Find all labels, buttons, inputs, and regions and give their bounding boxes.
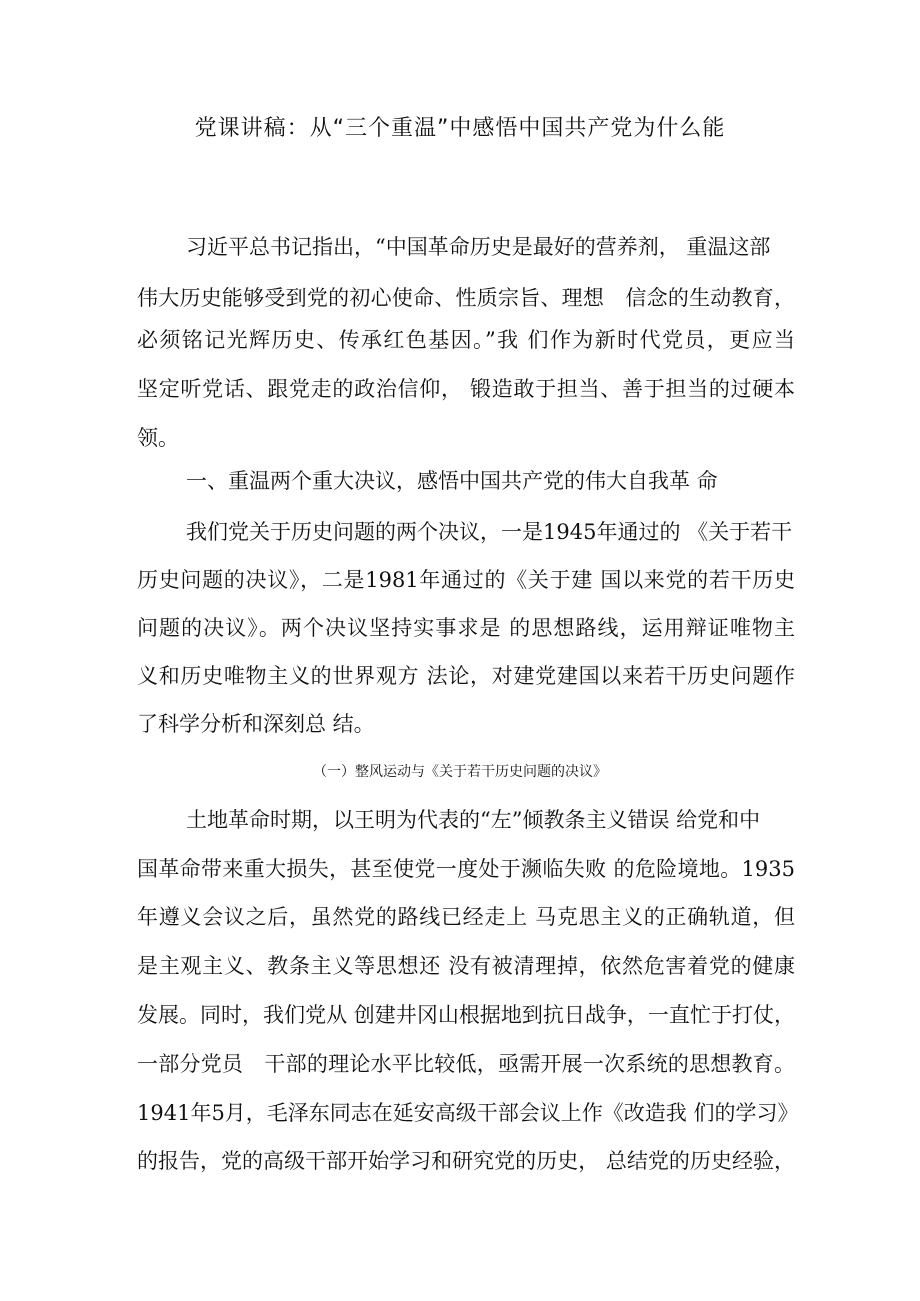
- paragraph-line: 国革命带来重大损失，甚至使党一度处于濒临失败 的危险境地。1935: [137, 857, 795, 881]
- paragraph-line: 是主观主义、教条主义等思想还 没有被清理掉，依然危害着党的健康: [137, 954, 795, 978]
- paragraph-line: 坚定听党话、跟党走的政治信仰， 锻造敢于担当、善于担当的过硬本: [137, 377, 795, 401]
- paragraph-line: 1941年5月，毛泽东同志在延安高级干部会议上作《改造我 们的学习》: [137, 1101, 799, 1125]
- paragraph-line: 问题的决议》。两个决议坚持实事求是 的思想路线，运用辩证唯物主: [137, 616, 795, 640]
- paragraph-line: 了科学分析和深刻总 结。: [137, 712, 375, 736]
- section-heading: 一、重温两个重大决议，感悟中国共产党的伟大自我革 命: [186, 469, 718, 493]
- paragraph-line: 伟大历史能够受到党的初心使命、性质宗旨、理想 信念的生动教育，: [137, 286, 795, 310]
- paragraph-line: 义和历史唯物主义的世界观方 法论，对建党建国以来若干历史问题作: [137, 664, 795, 688]
- paragraph-line: 历史问题的决议》，二是1981年通过的《关于建 国以来党的若干历史: [137, 568, 795, 592]
- paragraph-line: 必须铭记光辉历史、传承红色基因。”我 们作为新时代党员，更应当: [137, 328, 795, 352]
- paragraph-line: 一部分党员 干部的理论水平比较低，亟需开展一次系统的思想教育。: [137, 1052, 795, 1076]
- paragraph-line: 年遵义会议之后，虽然党的路线已经走上 马克思主义的正确轨道，但: [137, 905, 795, 929]
- paragraph-line: 土地革命时期，以王明为代表的“左”倾教条主义错误 给党和中: [186, 808, 761, 832]
- paragraph-line: 发展。同时，我们党从 创建井冈山根据地到抗日战争，一直忙于打仗，: [137, 1003, 795, 1027]
- paragraph-line: 领。: [137, 426, 179, 450]
- document-title: 党课讲稿：从“三个重温”中感悟中国共产党为什么能: [194, 116, 726, 141]
- subsection-heading: （一）整风运动与《关于若干历史问题的决议》: [313, 764, 607, 780]
- paragraph-line: 的报告，党的高级干部开始学习和研究党的历史， 总结党的历史经验，: [137, 1149, 795, 1173]
- paragraph-line: 我们党关于历史问题的两个决议，一是1945年通过的 《关于若干: [186, 520, 793, 544]
- paragraph-line: 习近平总书记指出，“中国革命历史是最好的营养剂， 重温这部: [186, 235, 771, 259]
